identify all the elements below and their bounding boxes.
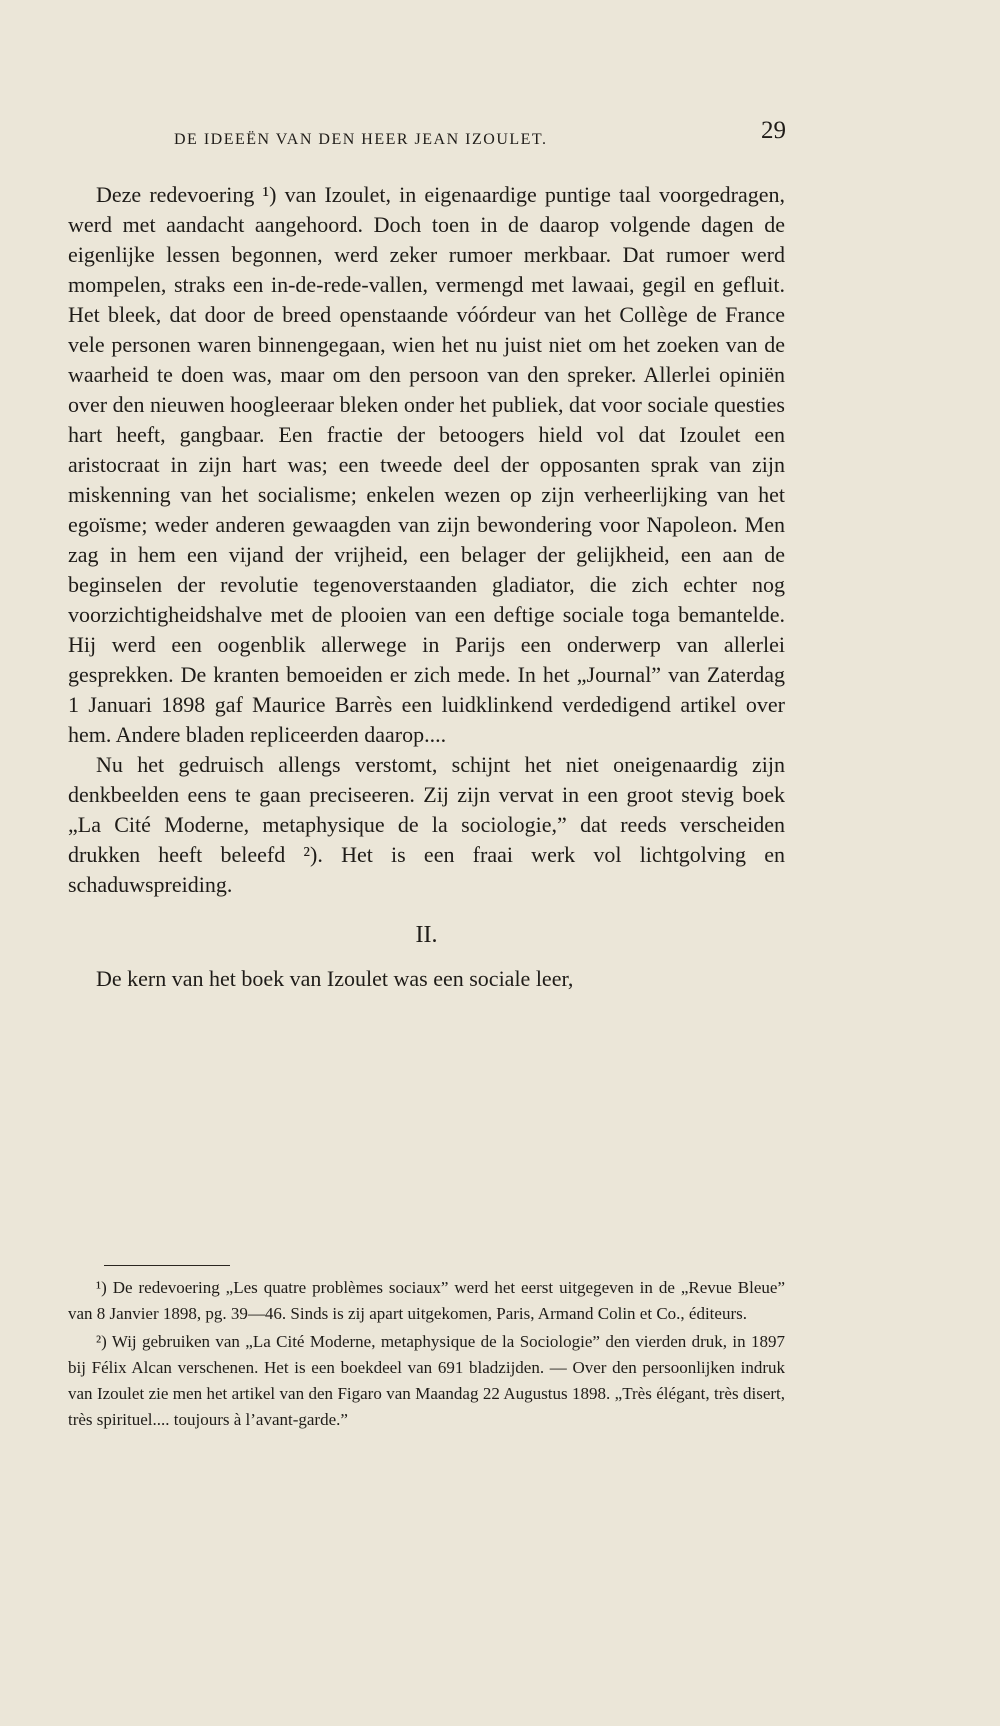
page-number: 29 [761,117,786,144]
page-header [70,117,786,157]
footnote-divider [104,1265,230,1266]
footnote-1: ¹) De redevoering „Les quatre problèmes sociaux” werd het eerst uitgegeven in de „Revue Bleue” van 8 Janvier 1898, pg. 39—46. Sinds is zij apart uitgekomen, Paris, Armand Colin et Co., éditeurs. [68,1278,785,1323]
main-text [68,180,785,994]
section-paragraph: De kern van het boek van Izoulet was een sociale leer, [96,966,574,991]
running-head: DE IDEEËN VAN DEN HEER JEAN IZOULET. [174,131,548,148]
footnotes [68,1275,785,1433]
paragraph-1: Deze redevoering ¹) van Izoulet, in eigenaardige puntige taal voorgedragen, werd met aandacht aangehoord. Doch toen in de daarop volgende dagen de eigenlijke lessen begonnen, werd zeker rumoer merkbaar. Dat rumoer werd mompelen, straks een in-de-rede-vallen, vermengd met lawaai, gegil en gefluit. Het bleek, dat door de breed openstaande vóórdeur van het Collège de France vele personen waren binnengegaan, wien het nu juist niet om het zoeken van de waarheid te doen was, maar om den persoon van den spreker. Allerlei opiniën over den nieuwen hoogleeraar bleken onder het publiek, dat voor sociale questies hart heeft, gangbaar. Een fractie der betoogers hield vol dat Izoulet een aristocraat in zijn hart was; een tweede deel der opposanten sprak van zijn miskenning van het socialisme; enkelen wezen op zijn verheerlijking van het egoïsme; weder anderen gewaagden van zijn bewondering voor Napoleon. Men zag in hem een vijand der vrijheid, een belager der gelijkheid, een aan de beginselen der revolutie tegenoverstaanden gladiator, die zich echter nog voorzichtigheidshalve met de plooien van een deftige sociale toga bemantelde. Hij werd een oogenblik allerwege in Parijs een onderwerp van allerlei gesprekken. De kranten bemoeiden er zich mede. In het „Journal” van Zaterdag 1 Januari 1898 gaf Maurice Barrès een luidklinkend verdedigend artikel over hem. Andere bladen repliceerden daarop.... [68,182,785,747]
paragraph-2: Nu het gedruisch allengs verstomt, schijnt het niet oneigenaardig zijn denkbeelden eens te gaan preciseeren. Zij zijn vervat in een groot stevig boek „La Cité Moderne, metaphysique de la sociologie,” dat reeds verscheiden drukken heeft beleefd ²). Het is een fraai werk vol lichtgolving en schaduwspreiding. [68,752,785,897]
footnote-2: ²) Wij gebruiken van „La Cité Moderne, metaphysique de la Sociologie” den vierden druk, in 1897 bij Félix Alcan verschenen. Het is een boekdeel van 691 bladzijden. — Over den persoonlijken indruk van Izoulet zie men het artikel van den Figaro van Maandag 22 Augustus 1898. „Très élégant, très disert, très spirituel.... toujours à l’avant-garde.” [68,1332,785,1429]
section-heading: II. [415,922,438,948]
